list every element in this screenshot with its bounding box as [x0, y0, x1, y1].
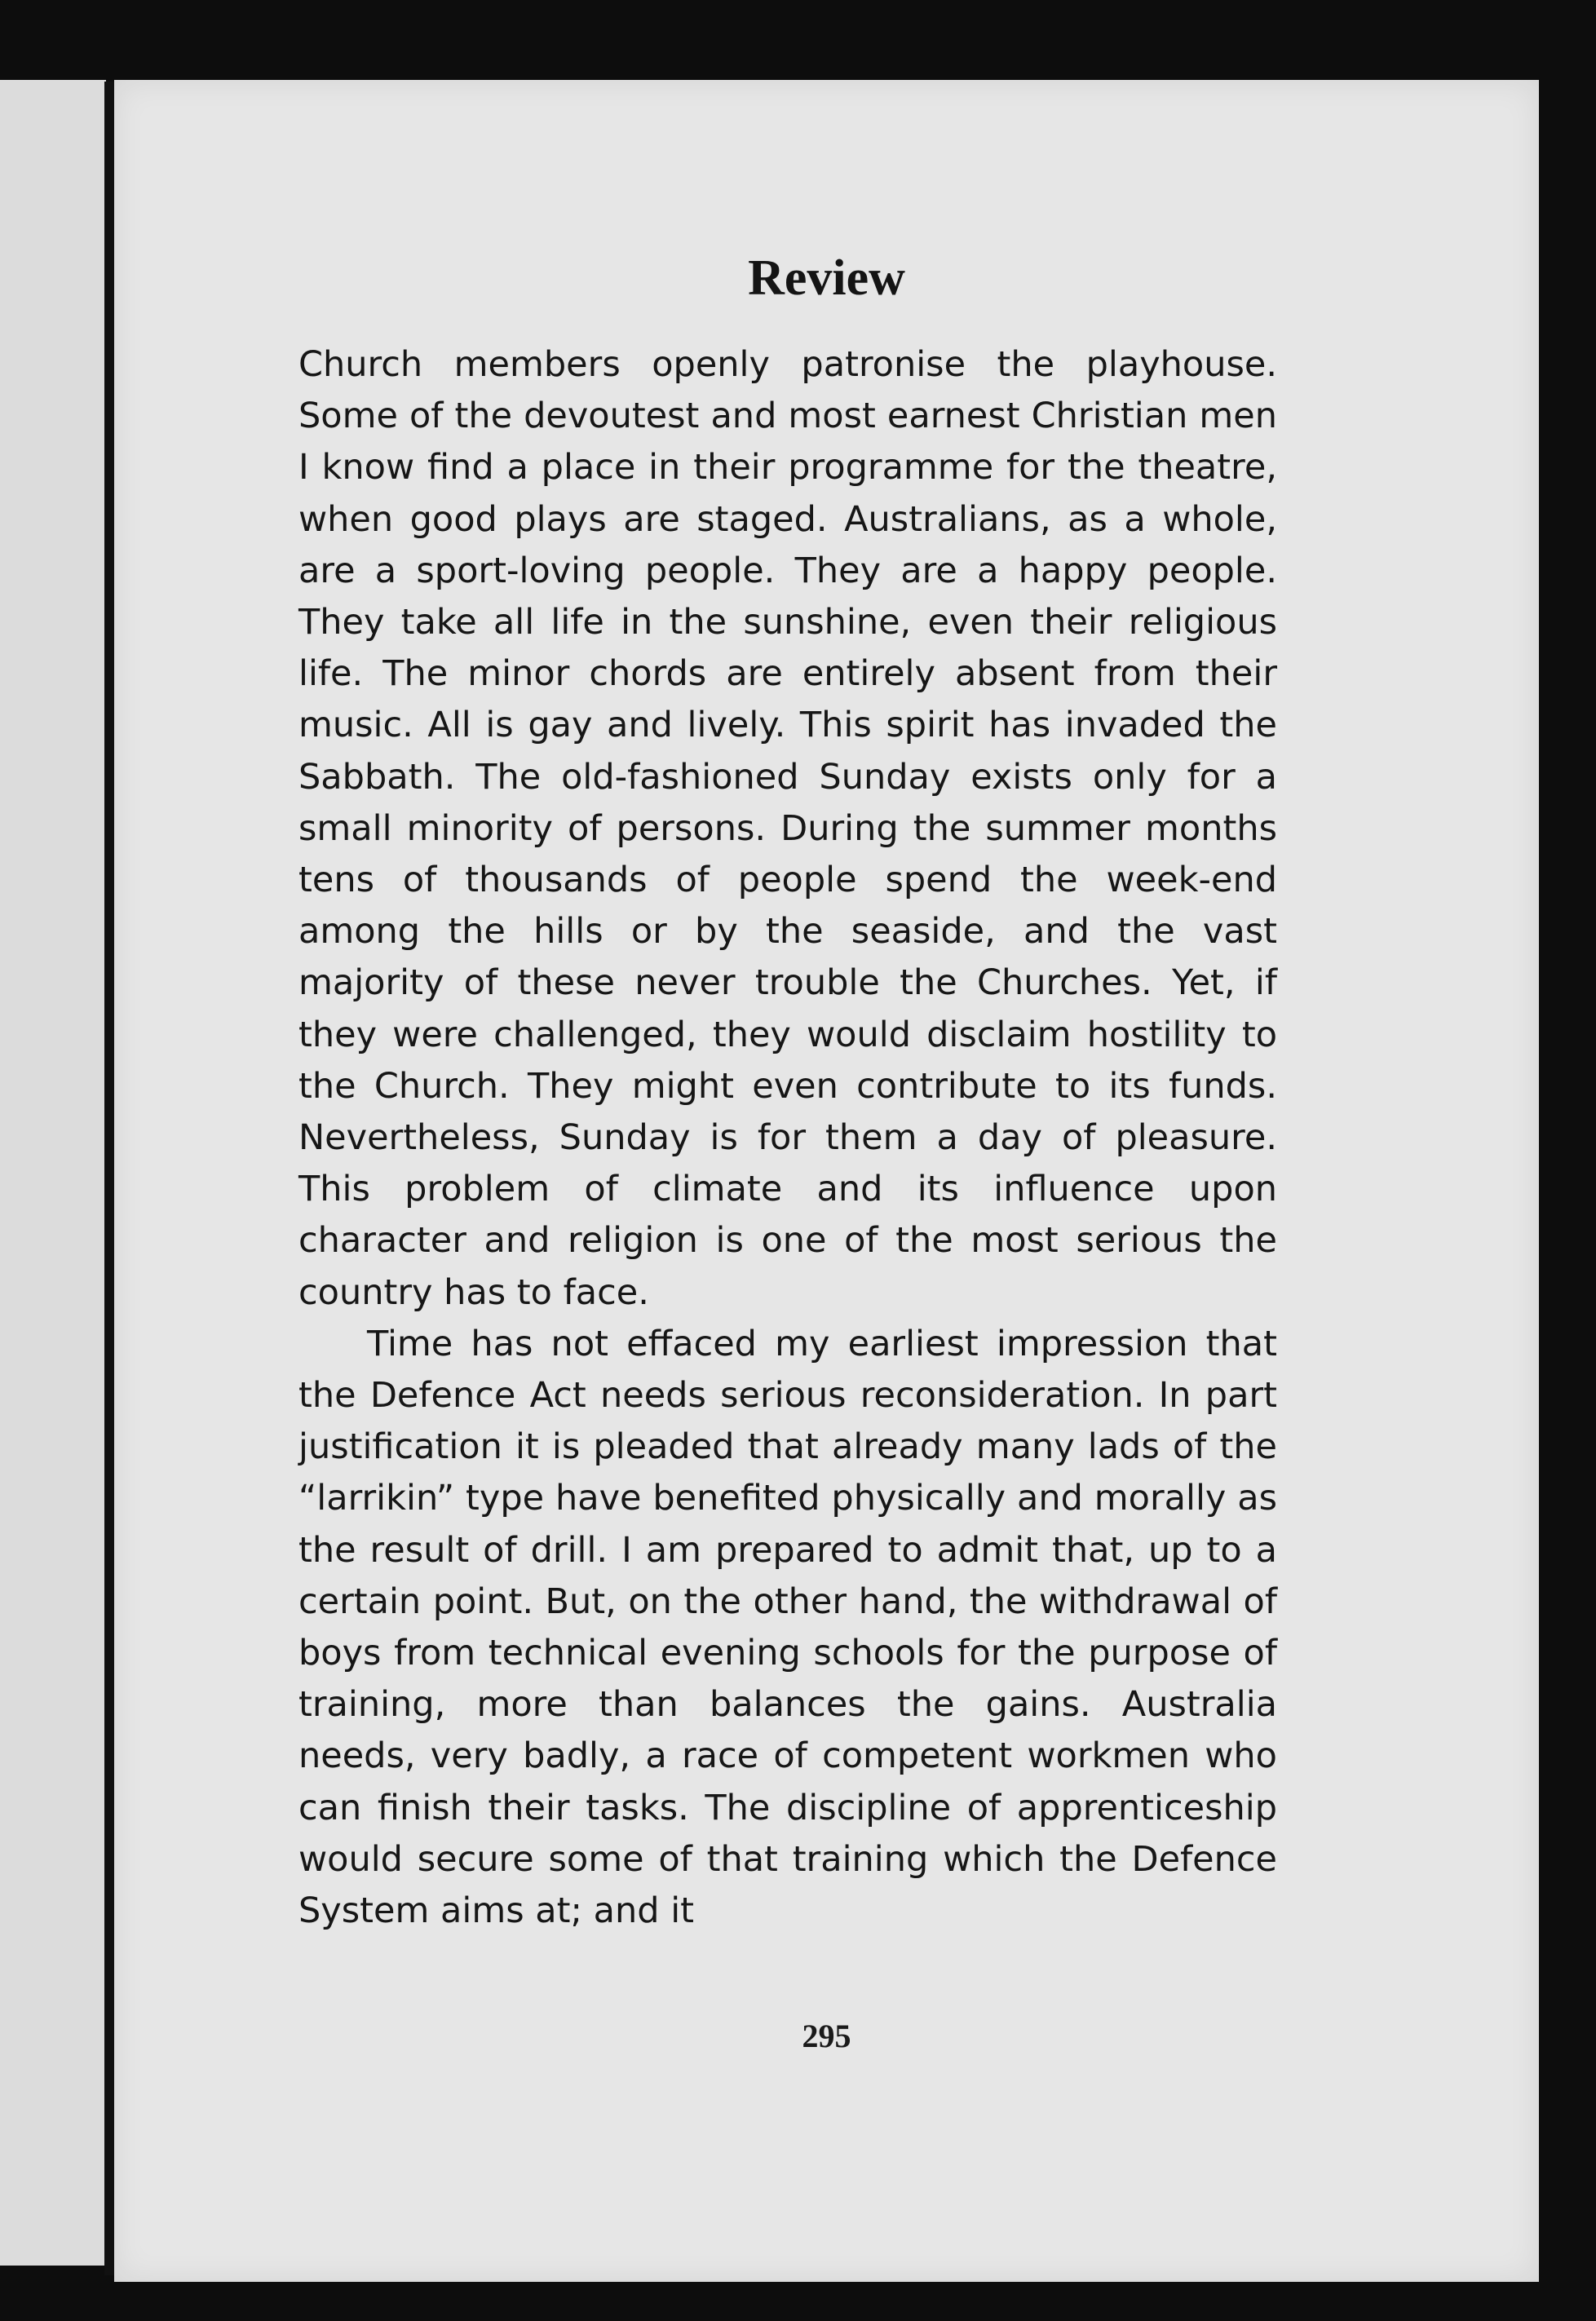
- page-number: 295: [802, 2018, 851, 2054]
- running-header-title: Review: [748, 250, 905, 306]
- body-text: [298, 339, 1277, 1937]
- paragraph-2: Time has not effaced my earliest impression that the Defence Act needs serious reconsideration. In part justification it is pleaded that already many lads of the “larrikin” type have benefited physically and morally as the result of drill. I am prepared to admit that, up to a certain point. But, on the other hand, the withdrawal of boys from technical evening schools for the purpose of training, more than balances the gains. Australia needs, very badly, a race of competent workmen who can finish their tasks. The discipline of apprenticeship would secure some of that training which the Defence System aims at; and it: [298, 1323, 1277, 1932]
- adjacent-page-edge: [0, 80, 106, 2266]
- book-binding: [104, 82, 114, 2275]
- book-page: [114, 80, 1539, 2282]
- paragraph-1: Church members openly patronise the playhouse. Some of the devoutest and most earnest Christian men I know find a place in their programme for the theatre, when good plays are staged. Australians, as a whole, are a sport-loving people. They are a happy people. They take all life in the sunshine, even their religious life. The minor chords are entirely absent from their music. All is gay and lively. This spirit has invaded the Sabbath. The old-fashioned Sunday exists only for a small minority of persons. During the summer months tens of thousands of people spend the week-end among the hills or by the seaside, and the vast majority of these never trouble the Churches. Yet, if they were challenged, they would disclaim hostility to the Church. They might even contribute to its funds. Nevertheless, Sunday is for them a day of pleasure. This problem of climate and its influence upon character and religion is one of the most serious the country has to face.: [298, 344, 1277, 1313]
